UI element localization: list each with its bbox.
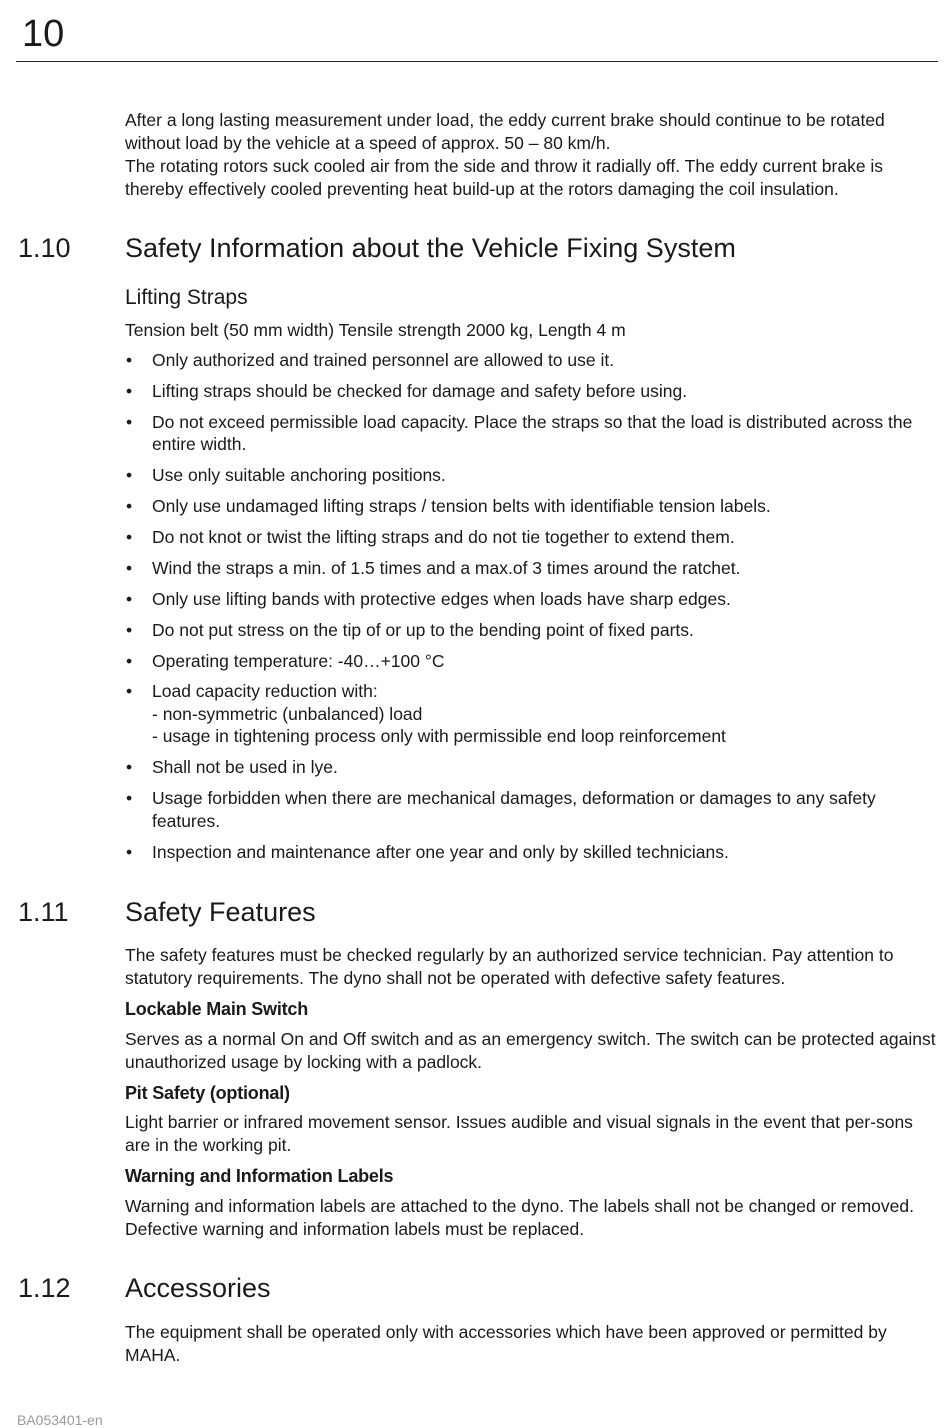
intro-paragraph-1: After a long lasting measurement under load, the eddy current brake should continue to be rotated without load by the vehicle at a speed of approx. 50 – 80 km/h. [125, 110, 885, 153]
bullet-text: Usage forbidden when there are mechanical damages, deformation or damages to any safety features. [152, 788, 876, 831]
bullet-dot: • [126, 350, 133, 370]
bullet-text: Only authorized and trained personnel are allowed to use it. [152, 350, 615, 370]
bullet-item [125, 411, 937, 456]
bullet-item [125, 588, 937, 611]
bullet-item [125, 841, 937, 864]
subheading-lockable-main-switch: Lockable Main Switch [125, 999, 309, 1019]
bullet-text: Shall not be used in lye. [152, 757, 338, 778]
bullet-dot: • [126, 496, 133, 517]
bullet-item [125, 680, 937, 748]
bullet-text: Use only suitable anchoring positions. [152, 465, 446, 486]
bullet-dot: • [126, 588, 133, 609]
bullet-text: Load capacity reduction with: [152, 681, 378, 702]
bullet-text: Only use lifting bands with protective edges when loads have sharp edges. [152, 588, 731, 609]
bullet-dot: • [126, 526, 133, 547]
warning-labels-text: Warning and information labels are attached to the dyno. The labels shall not be changed or removed. Defective warning and information labels must be replaced. [125, 1196, 914, 1239]
bullet-item [125, 650, 937, 673]
header-divider [16, 61, 938, 62]
bullet-text: - usage in tightening process only with permissible end loop reinforcement [152, 726, 726, 747]
section-number-1-12: 1.12 [18, 1273, 71, 1303]
section-number-1-11: 1.11 [18, 897, 69, 927]
bullet-dot: • [126, 757, 133, 778]
lifting-straps-bullet-list [125, 349, 937, 871]
bullet-dot: • [126, 788, 133, 809]
subheading-pit-safety: Pit Safety (optional) [125, 1083, 290, 1103]
bullet-item [125, 495, 937, 518]
bullet-text: Operating temperature: -40…+100 °C [152, 650, 445, 671]
bullet-text: Lifting straps should be checked for damage and safety before using. [152, 380, 688, 401]
section-title-1-10: Safety Information about the Vehicle Fixing System [125, 233, 736, 263]
bullet-item [125, 464, 937, 487]
bullet-dot: • [126, 557, 133, 578]
bullet-item [125, 557, 937, 580]
section-number-1-10: 1.10 [18, 233, 71, 263]
bullet-dot: • [126, 465, 133, 486]
safety-features-intro: The safety features must be checked regularly by an authorized service technician. Pay attention to statutory requirements. The dyno shall not be operated with defective safety features. [125, 945, 894, 988]
lockable-main-switch-text: Serves as a normal On and Off switch and as an emergency switch. The switch can be protected against unauthorized usage by locking with a padlock. [125, 1029, 936, 1072]
intro-paragraph-2: The rotating rotors suck cooled air from the side and throw it radially off. The eddy current brake is thereby effectively cooled preventing heat build-up at the rotors damaging the coil insulation. [125, 156, 884, 199]
bullet-text: Inspection and maintenance after one year and only by skilled technicians. [152, 841, 729, 862]
bullet-text: Only use undamaged lifting straps / tension belts with identifiable tension labels. [152, 496, 771, 517]
footer-doc-id: BA053401-en [17, 1412, 103, 1428]
bullet-dot: • [126, 650, 133, 671]
page-number: 10 [22, 13, 65, 55]
lifting-straps-spec: Tension belt (50 mm width) Tensile strength 2000 kg, Length 4 m [125, 320, 626, 340]
bullet-dot: • [126, 380, 133, 401]
bullet-dot: • [126, 411, 133, 432]
bullet-item [125, 756, 937, 779]
subheading-lifting-straps: Lifting Straps [125, 286, 248, 309]
bullet-item [125, 526, 937, 549]
bullet-text: Do not exceed permissible load capacity. Place the straps so that the load is distributed across the entire width. [152, 411, 913, 455]
bullet-item [125, 619, 937, 642]
subheading-warning-labels: Warning and Information Labels [125, 1166, 394, 1186]
bullet-item [125, 349, 937, 372]
bullet-item [125, 380, 937, 403]
bullet-text: - non-symmetric (unbalanced) load [152, 703, 423, 724]
bullet-text: Do not knot or twist the lifting straps and do not tie together to extend them. [152, 526, 735, 547]
bullet-dot: • [126, 619, 133, 640]
bullet-text: Wind the straps a min. of 1.5 times and a max.of 3 times around the ratchet. [152, 557, 741, 578]
section-title-1-11: Safety Features [125, 897, 316, 927]
section-title-1-12: Accessories [125, 1273, 271, 1303]
bullet-item [125, 787, 937, 832]
bullet-dot: • [126, 681, 133, 702]
pit-safety-text: Light barrier or infrared movement sensor. Issues audible and visual signals in the event that per-sons are in the working pit. [125, 1112, 913, 1155]
accessories-text: The equipment shall be operated only with accessories which have been approved or permitted by MAHA. [125, 1322, 887, 1365]
bullet-dot: • [126, 841, 133, 862]
bullet-text: Do not put stress on the tip of or up to the bending point of fixed parts. [152, 619, 694, 640]
